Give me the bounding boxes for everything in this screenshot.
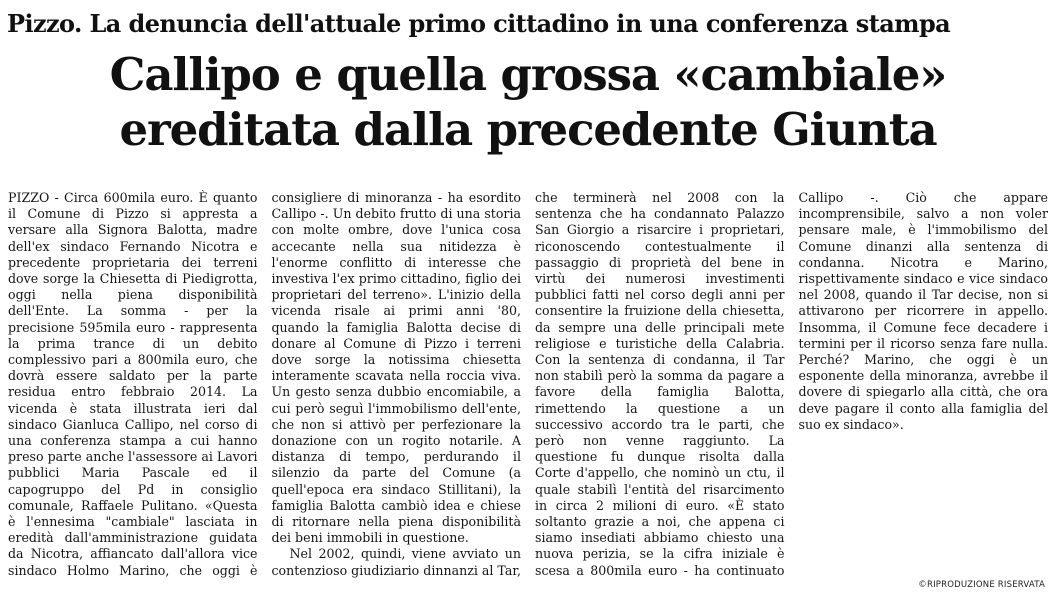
kicker-text: La denuncia dell'attuale primo cittadino in una conferenza stampa xyxy=(89,9,951,38)
headline-line-1: Callipo e quella grossa «cambiale» xyxy=(109,48,947,101)
article-paragraph: PIZZO - Circa 600mila euro. È quanto il Comune di Pizzo si appresta a versare alla Signora Balotta, madre dell'ex sindaco Fernando Nicotra e precedente proprietaria dei terreni dove sorge la Chiesetta di Piedigrotta, oggi nella piena disponibilità dell'Ente. La somma - per la precisione 595mila euro - rappresenta la prima trance di un debito complessivo pari a 800mila euro, che dovrà essere saldato per la parte residua entro febbraio 2014. La vicenda è stata illustrata ieri dal sindaco Gianluca Callipo, nel corso di una conferenza stampa a cui hanno preso parte anche l'assessore ai Lavori pubblici Maria Pascale ed il capogruppo del Pd in consiglio comunale, Raffaele Pulitano. «Questa è l'ennesima "cambiale" lasciata in eredità dall'amministrazione guidata da Nicotra, affiancato dall'allora vice sindaco Holmo Marino, che oggi è consigliere di minoranza - ha esordito Callipo -. Un debito frutto di una storia con molte ombre, dove l'unica cosa accecante nella sua nitidezza è l'enorme conflitto di interesse che investiva l'ex primo cittadino, figlio dei proprietari del terreno». L'inizio della vicenda risale ai primi anni '80, quando la famiglia Balotta decise di donare al Comune di Pizzo i terreni dove sorge la notissima chiesetta interamente scavata nella roccia viva. Un gesto senza dubbio encomiabile, a cui però seguì l'immobilismo dell'ente, che non si attivò per perfezionare la donazione con un rogito notarile. A distanza di tempo, perdurando il silenzio da parte del Comune (a quell'epoca era sindaco Stillitani), la famiglia Balotta cambiò idea e chiese di ritornare nella piena disponibilità dei beni immobili in questione. xyxy=(8,190,521,578)
article-kicker xyxy=(7,6,1047,42)
copyright-notice: ©RIPRODUZIONE RISERVATA xyxy=(918,580,1045,590)
headline-line-2: ereditata dalla precedente Giunta xyxy=(119,103,937,156)
article-paragraph: Nel 2002, quindi, viene avviato un contenzioso giudiziario dinnanzi al Tar, che terminerà nel 2008 con la sentenza che ha condannato Palazzo San Giorgio a risarcire i proprietari, riconoscendo contestualmente il passaggio di proprietà del bene in virtù dei numerosi investimenti pubblici fatti nel corso degli anni per consentire la fruizione della chiesetta, da sempre una delle principali mete religiose e turistiche della Calabria. Con la sentenza di condanna, il Tar non stabilì però la somma da pagare a favore della famiglia Balotta, rimettendo la questione a un successivo accordo tra le parti, che però non venne raggiunto. La questione fu dunque risolta dalla Corte d'appello, che nominò un ctu, il quale stabilì l'entità del risarcimento in circa 2 milioni di euro. «È stato soltanto grazie a noi, che appena ci siamo insediati abbiamo chiesto una nuova perizia, se la cifra iniziale è scesa a 800mila euro - ha continuato Callipo -. Ciò che appare incomprensibile, salvo a non voler pensare male, è l'immobilismo del Comune dinanzi alla sentenza di condanna. Nicotra e Marino, rispettivamente sindaco e vice sindaco nel 2008, quando il Tar decise, non si attivarono per ricorrere in appello. Insomma, il Comune fece decadere i termini per il ricorso senza fare nulla. Perché? Marino, che oggi è un esponente della minoranza, avrebbe il dovere di spiegarlo alla città, che ora deve pagare il conto alla famiglia del suo ex sindaco». xyxy=(271,190,1048,578)
article-headline xyxy=(10,47,1046,157)
article-body xyxy=(8,190,1048,582)
kicker-place: Pizzo. xyxy=(7,9,82,38)
